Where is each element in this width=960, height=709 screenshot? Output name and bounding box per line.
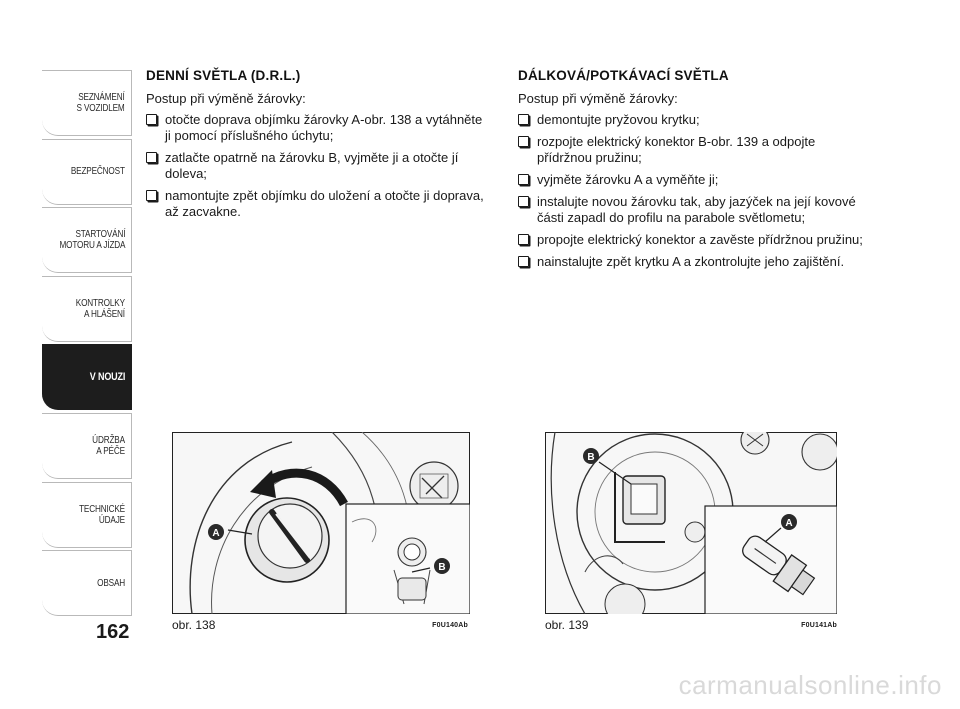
figure-code: F0U140Ab (432, 622, 468, 629)
high-low-beam-section (518, 68, 873, 276)
figure-caption: obr. 139 (545, 618, 589, 632)
tab-seznameni[interactable]: SEZNÁMENÍ S VOZIDLEM (42, 70, 132, 136)
section-intro: Postup při výměně žárovky: (518, 91, 678, 106)
list-item: instalujte novou žárovku tak, aby jazýček na její kovové části zapadl do profilu na parabole světlometu; (518, 194, 873, 226)
list-item: rozpojte elektrický konektor B-obr. 139 a odpojte přídržnou pružinu; (518, 134, 873, 166)
checkbox-bullet-icon (146, 190, 157, 201)
list-item: vyjměte žárovku A a vyměňte ji; (518, 172, 873, 188)
watermark: carmanualsonline.info (678, 670, 942, 700)
checkbox-bullet-icon (146, 152, 157, 163)
tab-startovani[interactable]: STARTOVÁNÍ MOTORU A JÍZDA (42, 207, 132, 273)
tab-bezpecnost[interactable]: BEZPEČNOST (42, 139, 132, 205)
section-intro: Postup při výměně žárovky: (146, 91, 306, 106)
callout-a-label: A (212, 528, 220, 539)
headlight-bulb-illustration (545, 432, 837, 614)
tab-technicke[interactable]: TECHNICKÉ ÚDAJE (42, 482, 132, 548)
callout-b-label: B (587, 452, 595, 463)
list-item: otočte doprava objímku žárovky A-obr. 138 a vytáhněte ji pomocí příslušného úchytu; (146, 112, 486, 144)
step-list (518, 112, 873, 270)
checkbox-bullet-icon (518, 256, 529, 267)
step-list (146, 112, 486, 220)
figure-139 (545, 432, 837, 632)
list-item: demontujte pryžovou krytku; (518, 112, 873, 128)
section-heading: DÁLKOVÁ/POTKÁVACÍ SVĚTLA (518, 68, 729, 83)
page-number: 162 (96, 621, 130, 643)
list-item: namontujte zpět objímku do uložení a otočte ji doprava, až zacvakne. (146, 188, 486, 220)
drl-bulb-illustration (172, 432, 470, 614)
tab-udrzba[interactable]: ÚDRŽBA A PÉČE (42, 413, 132, 479)
list-item: propojte elektrický konektor a zavěste přídržnou pružinu; (518, 232, 873, 248)
checkbox-bullet-icon (518, 234, 529, 245)
chapter-tabs (42, 70, 132, 619)
tab-obsah[interactable]: OBSAH (42, 550, 132, 616)
checkbox-bullet-icon (518, 114, 529, 125)
checkbox-bullet-icon (146, 114, 157, 125)
tab-kontrolky[interactable]: KONTROLKY A HLÁŠENÍ (42, 276, 132, 342)
callout-b-label: B (438, 562, 446, 573)
tab-v-nouzi[interactable]: V NOUZI (42, 344, 132, 410)
figure-code: F0U141Ab (801, 622, 837, 629)
checkbox-bullet-icon (518, 196, 529, 207)
checkbox-bullet-icon (518, 174, 529, 185)
checkbox-bullet-icon (518, 136, 529, 147)
list-item: zatlačte opatrně na žárovku B, vyjměte ji a otočte jí doleva; (146, 150, 486, 182)
section-heading: DENNÍ SVĚTLA (D.R.L.) (146, 68, 301, 83)
list-item: nainstalujte zpět krytku A a zkontrolujte jeho zajištění. (518, 254, 873, 270)
figure-caption: obr. 138 (172, 618, 216, 632)
callout-a-label: A (785, 518, 793, 529)
drl-section (146, 68, 486, 226)
figure-138 (172, 432, 470, 632)
